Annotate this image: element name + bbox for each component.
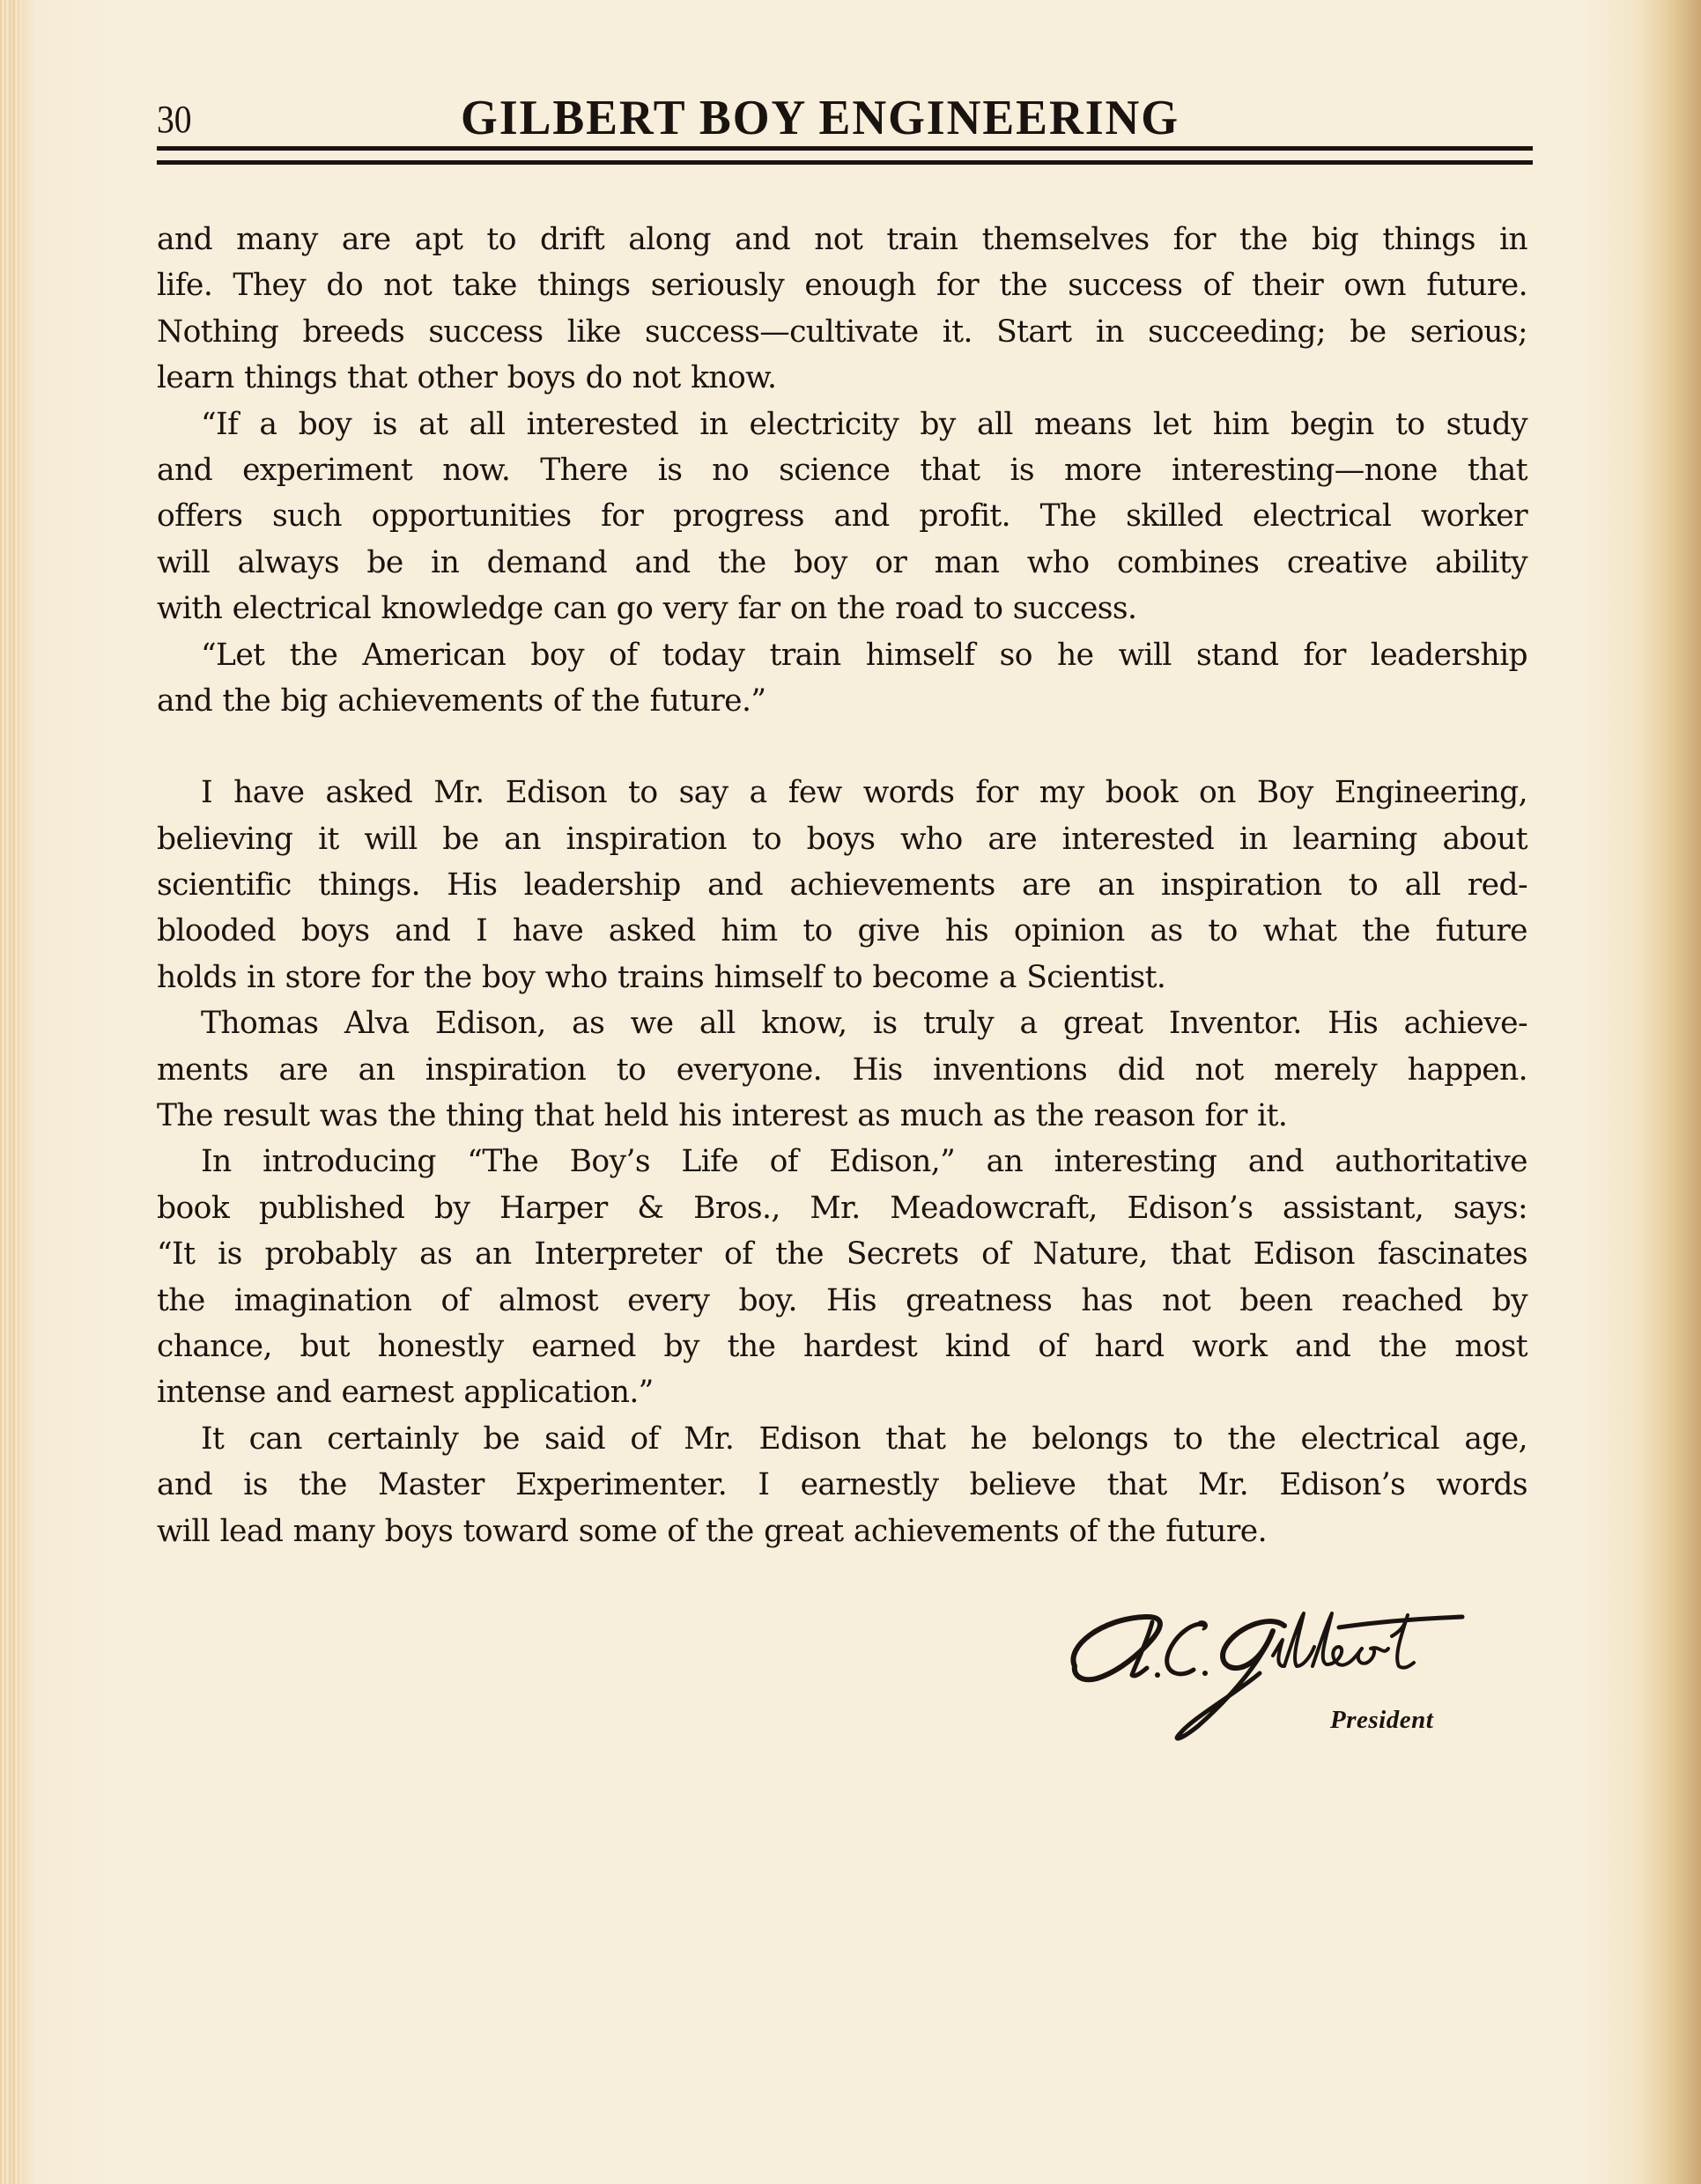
text-line: blooded boys and I have asked him to give his opinion as to what the future [157, 913, 1527, 949]
text-line: life. They do not take things seriously enough for the success of their own future. [157, 268, 1527, 304]
header-rule-top [157, 146, 1533, 151]
text-line: “If a boy is at all interested in electricity by all means let him begin to study [201, 406, 1527, 442]
paragraph [157, 770, 1527, 1000]
paragraph [157, 402, 1527, 632]
page-number: 30 [157, 98, 192, 141]
header-rule-bottom [157, 160, 1533, 165]
running-head [157, 86, 1531, 148]
text-line: learn things that other boys do not know. [157, 360, 777, 396]
text-line: holds in store for the boy who trains himself to become a Scientist. [157, 959, 1166, 995]
running-head-title: GILBERT BOY ENGINEERING [461, 91, 1180, 145]
text-line: intense and earnest application.” [157, 1375, 654, 1411]
text-line: It can certainly be said of Mr. Edison that he belongs to the electrical age, [201, 1420, 1527, 1457]
paragraph [157, 632, 1527, 725]
paragraph-gap [157, 724, 1527, 770]
text-line: Thomas Alva Edison, as we all know, is truly a great Inventor. His achieve- [201, 1006, 1527, 1042]
text-line: ments are an inspiration to everyone. His inventions did not merely happen. [157, 1051, 1527, 1088]
text-line: with electrical knowledge can go very far on the road to success. [157, 591, 1137, 627]
text-line: Nothing breeds success like success—cultivate it. Start in succeeding; be serious; [157, 314, 1527, 350]
page-edge [0, 0, 21, 2184]
signature-icon [1048, 1594, 1489, 1761]
text-line: will always be in demand and the boy or man who combines creative ability [157, 544, 1527, 580]
paragraph [157, 1000, 1527, 1139]
text-line: “It is probably as an Interpreter of the Secrets of Nature, that Edison fascinates [157, 1236, 1527, 1273]
text-line: will lead many boys toward some of the great achievements of the future. [157, 1513, 1267, 1549]
text-line: book published by Harper & Bros., Mr. Meadowcraft, Edison’s assistant, says: [157, 1190, 1527, 1226]
text-line: In introducing “The Boy’s Life of Edison,” an interesting and authoritative [201, 1144, 1527, 1180]
text-line: the imagination of almost every boy. His greatness has not been reached by [157, 1282, 1527, 1318]
paragraph [157, 1139, 1527, 1415]
text-line: and many are apt to drift along and not train themselves for the big things in [157, 222, 1527, 257]
signature-block [1048, 1594, 1489, 1761]
text-line: and experiment now. There is no science that is more interesting—none that [157, 452, 1527, 488]
text-line: offers such opportunities for progress and profit. The skilled electrical worker [157, 498, 1527, 535]
text-line: The result was the thing that held his interest as much as the reason for it. [157, 1098, 1288, 1134]
signature-title: President [1330, 1706, 1434, 1734]
text-line: and the big achievements of the future.” [157, 682, 766, 719]
paragraph [157, 217, 1527, 402]
text-line: “Let the American boy of today train himself so he will stand for leadership [201, 637, 1527, 673]
text-line: I have asked Mr. Edison to say a few words for my book on Boy Engineering, [201, 775, 1527, 811]
text-line: believing it will be an inspiration to boys who are interested in learning about [157, 821, 1527, 857]
text-line: chance, but honestly earned by the hardest kind of hard work and the most [157, 1328, 1527, 1364]
body-text [157, 217, 1527, 1554]
text-line: and is the Master Experimenter. I earnestly believe that Mr. Edison’s words [157, 1467, 1527, 1503]
text-line: scientific things. His leadership and achievements are an inspiration to all red- [157, 867, 1527, 904]
paragraph [157, 1416, 1527, 1554]
